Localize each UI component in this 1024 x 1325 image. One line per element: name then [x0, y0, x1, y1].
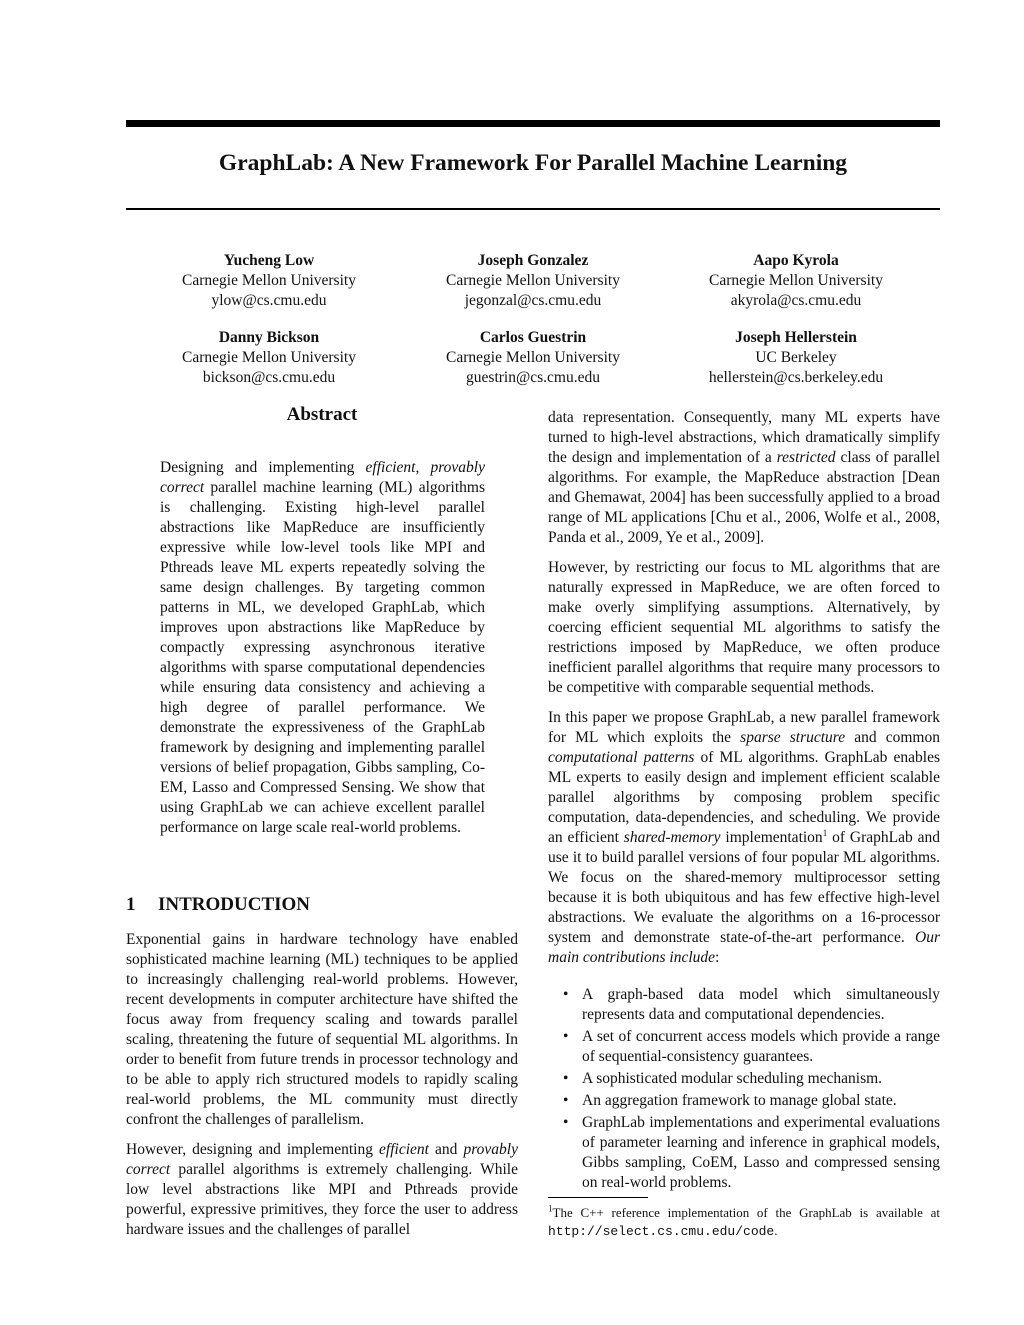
author-affiliation: UC Berkeley — [755, 349, 837, 366]
author-name: Joseph Gonzalez — [477, 252, 589, 269]
author-block — [646, 328, 946, 388]
section-heading: 1 INTRODUCTION — [126, 894, 311, 915]
list-item: • A sophisticated modular scheduling mechanism. — [548, 1069, 940, 1089]
author-block — [119, 251, 419, 311]
author-affiliation: Carnegie Mellon University — [446, 272, 620, 289]
author-email: jegonzal@cs.cmu.edu — [464, 292, 602, 309]
author-email: bickson@cs.cmu.edu — [202, 369, 336, 386]
author-block — [646, 251, 946, 311]
intro-paragraph-5: In this paper we propose GraphLab, a new parallel framework for ML which exploits the sparse structure and common computational patterns of ML algorithms. GraphLab enables ML experts to easily design and implement efficient scalable parallel algorithms by composing problem specific computation, data-dependencies, and scheduling. We provide an efficient shared-memory implementation$^1$ of GraphLab and use it to build parallel versions of four popular ML algorithms. We focus on the shared-memory multiprocessor setting because it is both ubiquitous and has few effective high-level abstractions. We evaluate the algorithms on a 16-processor system and demonstrate state-of-the-art performance. Our main contributions include: — [548, 709, 940, 966]
author-email: guestrin@cs.cmu.edu — [466, 369, 600, 386]
abstract-heading: Abstract — [286, 404, 358, 425]
author-block — [119, 328, 419, 388]
author-name: Joseph Hellerstein — [735, 329, 857, 346]
author-block — [383, 328, 683, 388]
list-item: • An aggregation framework to manage global state. — [548, 1091, 940, 1111]
author-name: Danny Bickson — [218, 329, 320, 346]
list-item: • GraphLab implementations and experimental evaluations of parameter learning and inference in graphical models, Gibbs sampling, CoEM, Lasso and compressed sensing on real-world problems. — [548, 1113, 940, 1193]
author-name: Yucheng Low — [223, 252, 315, 269]
paper-title: GraphLab: A New Framework For Parallel Machine Learning — [218, 150, 848, 176]
author-affiliation: Carnegie Mellon University — [182, 349, 356, 366]
author-email: hellerstein@cs.berkeley.edu — [708, 369, 884, 386]
author-affiliation: Carnegie Mellon University — [446, 349, 620, 366]
intro-paragraph-4: However, by restricting our focus to ML algorithms that are naturally expressed in MapReduce, we are often forced to make overly simplifying assumptions. Alternatively, by coercing efficient sequential ML algorithms to satisfy the restrictions imposed by MapReduce, we often produce inefficient parallel algorithms that require many processors to be competitive with comparable sequential methods. — [548, 559, 940, 696]
intro-paragraph-3: data representation. Consequently, many ML experts have turned to high-level abstractions, which dramatically simplify the design and implementation of a restricted class of parallel algorithms. For example, the MapReduce abstraction [Dean and Ghemawat, 2004] has been successfully applied to a broad range of ML applications [Chu et al., 2006, Wolfe et al., 2008, Panda et al., 2009, Ye et al., 2009]. — [548, 409, 941, 546]
code-url-link[interactable]: http://select.cs.cmu.edu/code — [548, 1224, 775, 1239]
abstract-text: Designing and implementing efficient, provably correct parallel machine learning (ML) algorithms is challenging. Existing high-level parallel abstractions like MapReduce are insufficiently expressive while low-level tools like MPI and Pthreads leave ML experts repeatedly solving the same design challenges. By targeting common patterns in ML, we developed GraphLab, which improves upon abstractions like MapReduce by compactly expressing asynchronous iterative algorithms with sparse computational dependencies while ensuring data consistency and achieving a high degree of parallel performance. We demonstrate the expressiveness of the GraphLab framework by designing and implementing parallel versions of belief propagation, Gibbs sampling, Co-EM, Lasso and Compressed Sensing. We show that using GraphLab we can achieve excellent parallel performance on large scale real-world problems. — [160, 459, 485, 836]
intro-paragraph-1: Exponential gains in hardware technology have enabled sophisticated machine learning (ML) techniques to be applied to increasingly challenging real-world problems. However, recent developments in computer architecture have shifted the focus away from frequency scaling and towards parallel scaling, threatening the future of sequential ML algorithms. In order to benefit from future trends in processor technology and to be able to apply rich structured models to rapidly scaling real-world problems, the ML community must directly confront the challenges of parallelism. — [126, 931, 518, 1128]
author-email: akyrola@cs.cmu.edu — [730, 292, 862, 309]
list-item: • A set of concurrent access models which provide a range of sequential-consistency guarantees. — [548, 1027, 940, 1067]
contributions-list — [548, 985, 940, 1195]
author-affiliation: Carnegie Mellon University — [709, 272, 883, 289]
footnote-marker: 1 — [822, 827, 828, 838]
footnote: $^1$The C++ reference implementation of the GraphLab is available at http://select.cs.cmu.edu/code. — [548, 1203, 940, 1239]
author-name: Carlos Guestrin — [479, 329, 587, 346]
author-name: Aapo Kyrola — [753, 252, 839, 269]
author-affiliation: Carnegie Mellon University — [182, 272, 356, 289]
author-email: ylow@cs.cmu.edu — [211, 292, 327, 309]
title-rule — [126, 208, 940, 210]
top-rule — [126, 120, 940, 127]
author-block — [383, 251, 683, 311]
footnote-rule — [548, 1197, 648, 1198]
intro-paragraph-2: However, designing and implementing efficient and provably correct parallel algorithms is extremely challenging. While low level abstractions like MPI and Pthreads provide powerful, expressive primitives, they force the user to address hardware issues and the challenges of parallel — [126, 1141, 518, 1238]
list-item: • A graph-based data model which simultaneously represents data and computational dependencies. — [548, 985, 940, 1025]
